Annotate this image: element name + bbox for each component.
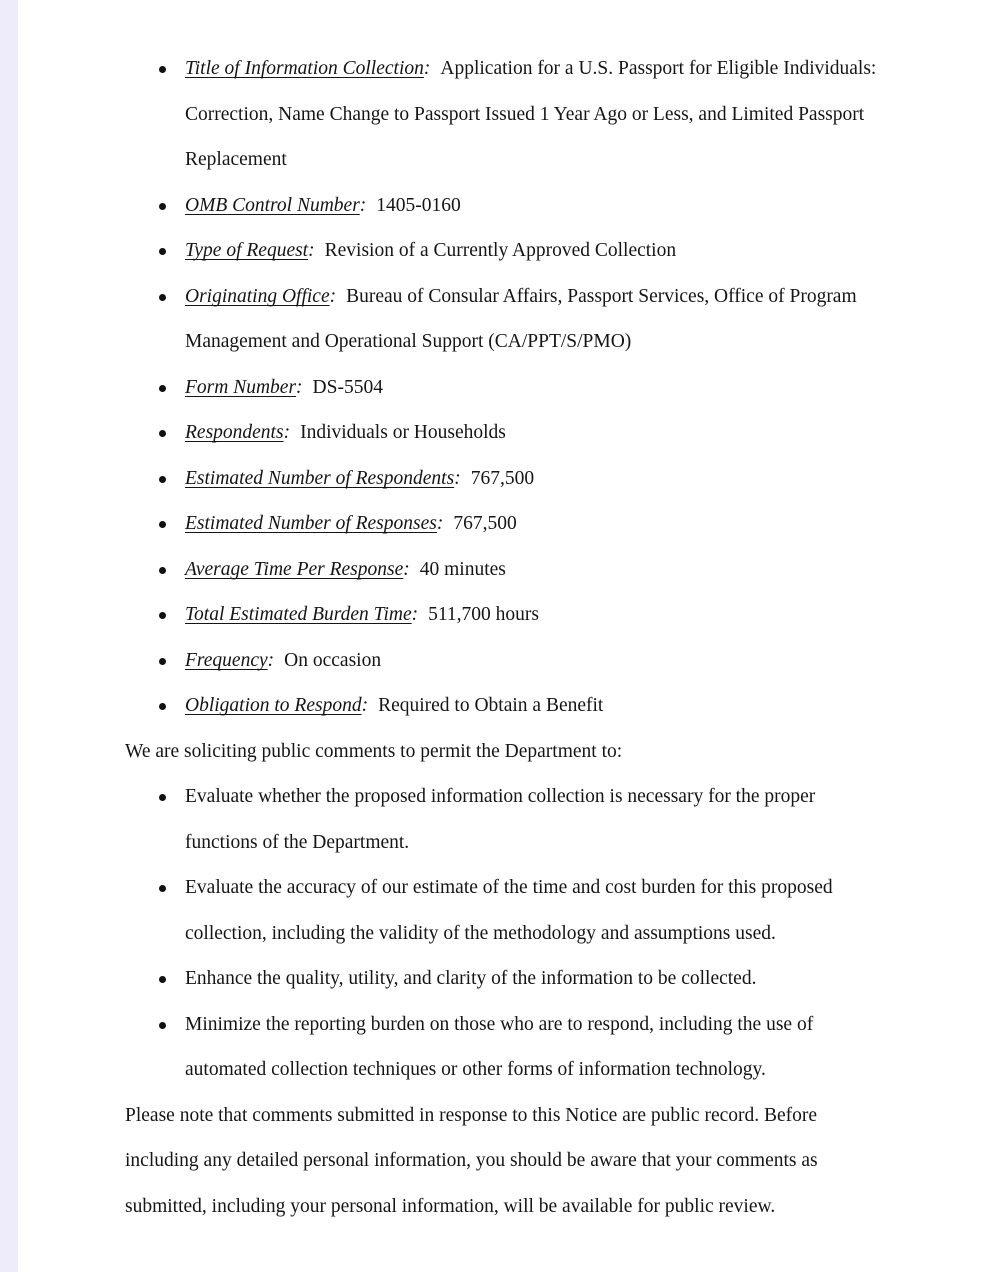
- document-body: [0, 46, 1000, 1229]
- field-label: Estimated Number of Responses: [185, 513, 437, 534]
- field-label: Average Time Per Response: [185, 558, 404, 580]
- label-colon: :: [436, 513, 444, 534]
- field-value: 1405-0160: [376, 194, 461, 216]
- field-value-continued: Correction, Name Change to Passport Issued 1 Year Ago or Less, and Limited Passport: [185, 103, 865, 125]
- field-value: 767,500: [470, 467, 535, 489]
- label-colon: :: [359, 194, 367, 216]
- list-item-type-of-request: [0, 228, 1000, 274]
- field-label: Title of Information Collection: [185, 58, 424, 79]
- label-colon: :: [329, 285, 337, 307]
- field-value-continued: Management and Operational Support (CA/PPT/S/PMO): [185, 331, 632, 352]
- field-label: Respondents: [185, 422, 284, 443]
- label-colon: :: [411, 604, 419, 625]
- bullet-icon: [159, 66, 166, 73]
- list-item-omb-control-number: [0, 183, 1000, 229]
- bullet-icon: [159, 703, 166, 710]
- closing-paragraph: [0, 1093, 1000, 1230]
- label-colon: :: [308, 240, 315, 261]
- list-item-evaluate-necessity: [0, 774, 1000, 865]
- label-colon: :: [403, 558, 410, 580]
- list-item-minimize-burden: [0, 1002, 1000, 1093]
- list-item-evaluate-accuracy: [0, 865, 1000, 956]
- bullet-icon: [159, 885, 166, 892]
- field-label: Originating Office: [185, 285, 330, 307]
- list-item-estimated-number-of-respondents: [0, 456, 1000, 502]
- intro-paragraph: We are soliciting public comments to permit the Department to:: [125, 740, 623, 762]
- list-item-enhance-quality: [0, 956, 1000, 1002]
- field-value: Required to Obtain a Benefit: [378, 695, 604, 716]
- bullet-icon: [159, 430, 166, 437]
- field-label: Frequency: [185, 649, 268, 671]
- bullet-icon: [159, 476, 166, 483]
- bullet-icon: [159, 976, 166, 983]
- bullet-text-continued: automated collection techniques or other forms of information technology.: [185, 1059, 766, 1080]
- list-item-average-time-per-response: [0, 547, 1000, 593]
- field-label: Form Number: [185, 376, 297, 398]
- label-colon: :: [423, 58, 431, 79]
- bullet-icon: [159, 521, 166, 528]
- list-item-title-of-information-collection: [0, 46, 1000, 183]
- field-value: DS-5504: [312, 376, 383, 398]
- field-value: Revision of a Currently Approved Collection: [324, 240, 677, 261]
- list-item-total-estimated-burden-time: [0, 592, 1000, 638]
- bullet-icon: [159, 794, 166, 801]
- bullet-text-continued: collection, including the validity of the methodology and assumptions used.: [185, 922, 776, 944]
- bullet-icon: [159, 567, 166, 574]
- field-value-continued: Replacement: [185, 149, 287, 170]
- field-value: 767,500: [453, 513, 517, 534]
- label-colon: :: [267, 649, 275, 671]
- list-item-respondents: [0, 410, 1000, 456]
- closing-paragraph-line: submitted, including your personal information, will be available for public review.: [125, 1195, 776, 1217]
- field-label: Total Estimated Burden Time: [185, 604, 412, 625]
- bullet-icon: [159, 612, 166, 619]
- bullet-icon: [159, 248, 166, 255]
- bullet-text-continued: functions of the Department.: [185, 831, 410, 853]
- bullet-text: Minimize the reporting burden on those who are to respond, including the use of: [185, 1013, 814, 1035]
- field-label: OMB Control Number: [185, 194, 360, 216]
- field-value: Bureau of Consular Affairs, Passport Services, Office of Program: [346, 285, 857, 307]
- field-label: Obligation to Respond: [185, 695, 362, 716]
- field-label: Type of Request: [185, 240, 309, 261]
- field-value: On occasion: [284, 649, 382, 671]
- bullet-text: Evaluate the accuracy of our estimate of the time and cost burden for this proposed: [185, 877, 833, 898]
- bullet-icon: [159, 385, 166, 392]
- bullet-text: Evaluate whether the proposed information collection is necessary for the proper: [185, 786, 816, 807]
- bullet-icon: [159, 203, 166, 210]
- field-value: Individuals or Households: [300, 422, 506, 443]
- label-colon: :: [361, 695, 369, 716]
- bullet-text: Enhance the quality, utility, and clarity of the information to be collected.: [185, 968, 757, 989]
- field-value: 511,700 hours: [428, 604, 539, 625]
- closing-paragraph-line: Please note that comments submitted in response to this Notice are public record. Before: [125, 1104, 818, 1126]
- list-item-form-number: [0, 365, 1000, 411]
- bullet-icon: [159, 1022, 166, 1029]
- list-item-obligation-to-respond: [0, 683, 1000, 729]
- list-item-originating-office: [0, 274, 1000, 365]
- label-colon: :: [283, 422, 291, 443]
- field-value: 40 minutes: [419, 558, 506, 580]
- label-colon: :: [296, 376, 303, 398]
- list-item-frequency: [0, 638, 1000, 684]
- field-value: Application for a U.S. Passport for Eligible Individuals:: [440, 58, 877, 79]
- list-item-estimated-number-of-responses: [0, 501, 1000, 547]
- label-colon: :: [454, 467, 461, 489]
- field-label: Estimated Number of Respondents: [185, 467, 455, 489]
- closing-paragraph-line: including any detailed personal information, you should be aware that your comments as: [125, 1150, 818, 1171]
- bullet-icon: [159, 294, 166, 301]
- bullet-icon: [159, 658, 166, 665]
